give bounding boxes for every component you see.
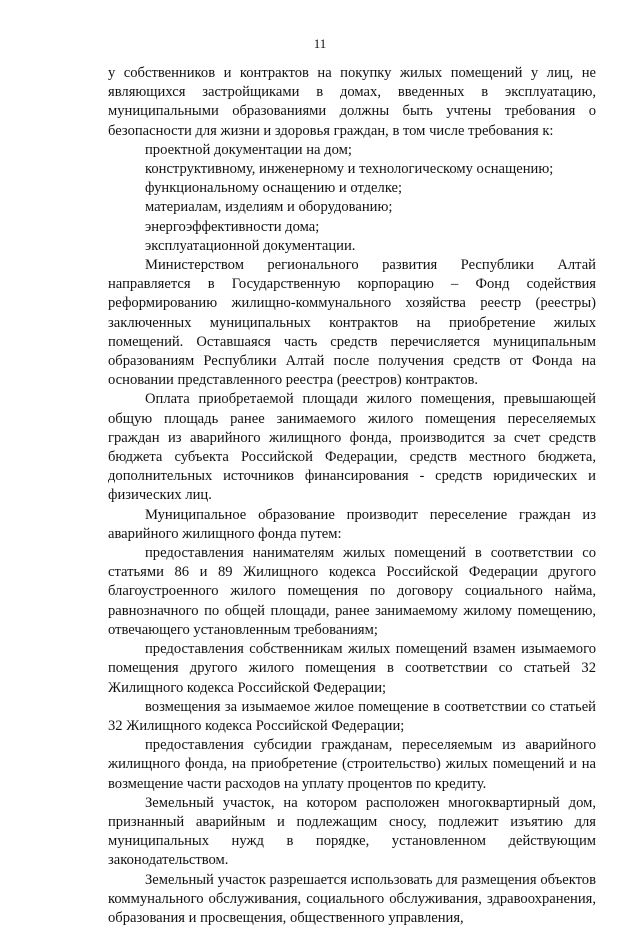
paragraph: предоставления собственникам жилых помещений взамен изымаемого помещения другого жилого помещения в соответствии со статьей 32 Жилищного кодекса Российской Федерации; bbox=[108, 641, 596, 696]
requirement-list-item: материалам, изделиям и оборудованию; bbox=[145, 199, 393, 216]
document-body bbox=[108, 64, 596, 928]
requirement-list-item: проектной документации на дом; bbox=[145, 141, 352, 158]
requirement-list-item: конструктивному, инженерному и технологическому оснащению; bbox=[145, 161, 554, 178]
paragraph: Оплата приобретаемой площади жилого помещения, превышающей общую площадь ранее занимаемого жилого помещения переселяемых граждан из аварийного жилищного фонда, производится за счет средств бюджета субъекта Российской Федерации, средств местного бюджета, дополнительных источников финансирования - средств юридических и физических лиц. bbox=[108, 391, 596, 504]
paragraph: Земельный участок, на котором расположен многоквартирный дом, признанный аварийным и подлежащим сносу, подлежит изъятию для муниципальных нужд в порядке, установленном действующим законодательством. bbox=[108, 794, 596, 869]
requirement-list-item: эксплуатационной документации. bbox=[145, 237, 356, 254]
paragraph: возмещения за изымаемое жилое помещение в соответствии со статьей 32 Жилищного кодекса Российской Федерации; bbox=[108, 698, 596, 734]
paragraph: Министерством регионального развития Республики Алтай направляется в Государственную корпорацию – Фонд содействия реформированию жилищно-коммунального хозяйства реестр (реестры) заключенных муниципальных контрактов на приобретение жилых помещений. Оставшаяся часть средств перечисляется муниципальным образованиям Республики Алтай после получения средств от Фонда на основании представленного реестра (реестров) контрактов. bbox=[108, 257, 596, 389]
paragraph: Муниципальное образование производит переселение граждан из аварийного жилищного фонда путем: bbox=[108, 506, 596, 542]
paragraph: предоставления нанимателям жилых помещений в соответствии со статьями 86 и 89 Жилищного кодекса Российской Федерации другого благоустроенного жилого помещения по договору социального найма, равнозначного по общей площади, ранее занимаемому жилому помещению, отвечающего установленным требованиям; bbox=[108, 545, 596, 638]
requirement-list-item: энергоэффективности дома; bbox=[145, 218, 320, 235]
page-number: 11 bbox=[313, 36, 327, 51]
requirement-list-item: функциональному оснащению и отделке; bbox=[145, 180, 403, 197]
paragraph: предоставления субсидии гражданам, переселяемым из аварийного жилищного фонда, на приобретение (строительство) жилых помещений и на возмещение части расходов на уплату процентов по кредиту. bbox=[108, 737, 596, 792]
paragraph: Земельный участок разрешается использовать для размещения объектов коммунального обслуживания, социального обслуживания, здравоохранения, образования и просвещения, общественного управления, bbox=[108, 871, 596, 926]
paragraph: у собственников и контрактов на покупку жилых помещений у лиц, не являющихся застройщиками в домах, введенных в эксплуатацию, муниципальными образованиями должны быть учтены требования о безопасности для жизни и здоровья граждан, в том числе требования к: bbox=[108, 65, 596, 139]
